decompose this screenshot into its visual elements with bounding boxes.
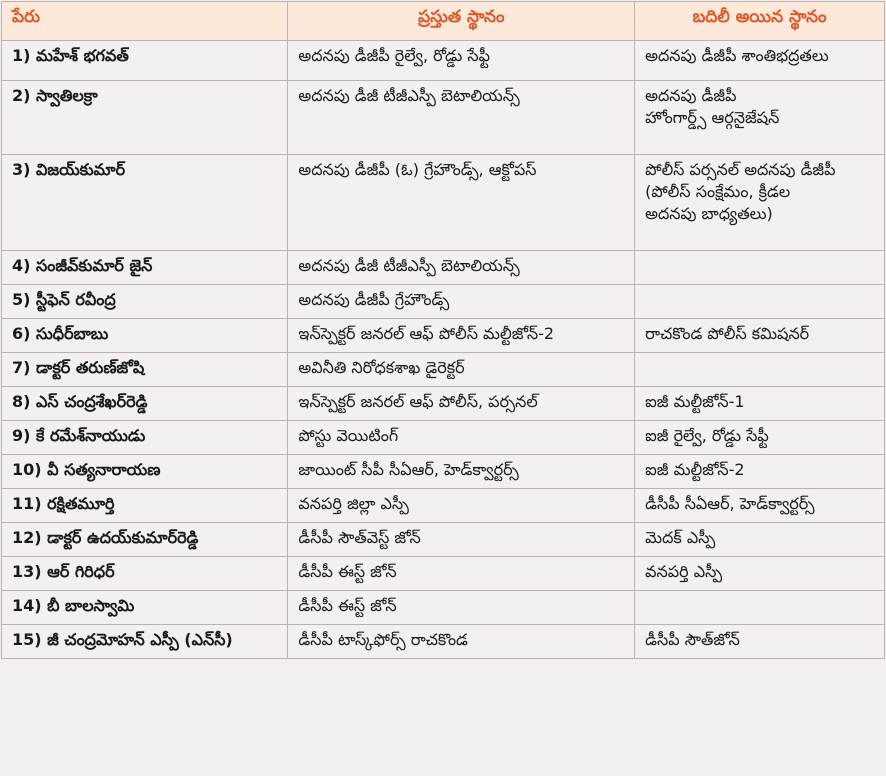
cell-name: 8) ఎస్‌ చంద్రశేఖర్‌రెడ్డి	[2, 387, 288, 421]
table-row	[2, 285, 885, 319]
cell-transferred-post: మెదక్‌ ఎస్పీ	[635, 523, 885, 557]
table-row	[2, 523, 885, 557]
cell-transferred-post	[635, 285, 885, 319]
cell-current-post: అదనపు డీజీపీ రైల్వే, రోడ్డు సేఫ్టీ	[288, 41, 635, 81]
cell-current-post: డీసీపీ టాస్క్‌ఫోర్స్‌ రాచకొండ	[288, 625, 635, 659]
cell-name: 7) డాక్టర్‌ తరుణ్‌జోషి	[2, 353, 288, 387]
table-row	[2, 81, 885, 155]
cell-current-post: వనపర్తి జిల్లా ఎస్పీ	[288, 489, 635, 523]
cell-transferred-post: డీసీపీ సౌత్‌జోన్‌	[635, 625, 885, 659]
cell-current-post: డీసీపీ ఈస్ట్‌ జోన్‌	[288, 591, 635, 625]
cell-current-post: అదనపు డీజీ టీజీఎస్పీ బెటాలియన్స్‌	[288, 81, 635, 155]
cell-name: 12) డాక్టర్‌ ఉదయ్‌కుమార్‌రెడ్డి	[2, 523, 288, 557]
cell-name: 9) కే రమేశ్‌నాయుడు	[2, 421, 288, 455]
cell-name: 11) రక్షితమూర్తి	[2, 489, 288, 523]
cell-transferred-post: ఐజీ మల్టీజోన్‌-1	[635, 387, 885, 421]
table-row	[2, 625, 885, 659]
cell-current-post: ఇన్‌స్పెక్టర్‌ జనరల్‌ ఆఫ్‌ పోలీస్‌, పర్సనల్‌	[288, 387, 635, 421]
table-row	[2, 489, 885, 523]
table-row	[2, 353, 885, 387]
table-row	[2, 319, 885, 353]
table-row	[2, 421, 885, 455]
cell-transferred-post	[635, 353, 885, 387]
cell-transferred-post: అదనపు డీజీపీ శాంతిభద్రతలు	[635, 41, 885, 81]
cell-current-post: అదనపు డీజీ టీజీఎస్పీ బెటాలియన్స్‌	[288, 251, 635, 285]
table-row	[2, 591, 885, 625]
cell-transferred-post	[635, 251, 885, 285]
cell-transferred-post: ఐజీ రైల్వే, రోడ్డు సేఫ్టీ	[635, 421, 885, 455]
cell-name: 13) ఆర్‌ గిరిధర్‌	[2, 557, 288, 591]
cell-name: 2) స్వాతిలక్రా	[2, 81, 288, 155]
cell-current-post: అదనపు డీజీపీ గ్రేహౌండ్స్‌	[288, 285, 635, 319]
cell-name: 1) మహేశ్‌ భగవత్‌	[2, 41, 288, 81]
cell-current-post: అవినీతి నిరోధకశాఖ డైరెక్టర్‌	[288, 353, 635, 387]
cell-current-post: పోస్టు వెయిటింగ్‌	[288, 421, 635, 455]
cell-transferred-post: పోలీస్‌ పర్సనల్‌ అదనపు డీజీపీ (పోలీస్‌ సంక్షేమం, క్రీడల అదనపు బాధ్యతలు)	[635, 155, 885, 251]
cell-transferred-post: ఐజీ మల్టీజోన్‌-2	[635, 455, 885, 489]
cell-current-post: అదనపు డీజీపీ (ఓ) గ్రేహౌండ్స్‌, ఆక్టోపస్‌	[288, 155, 635, 251]
header-row	[2, 2, 885, 41]
table-row	[2, 455, 885, 489]
table-row	[2, 557, 885, 591]
transfer-table	[1, 1, 885, 659]
cell-transferred-post	[635, 591, 885, 625]
cell-name: 6) సుధీర్‌బాబు	[2, 319, 288, 353]
cell-name: 3) విజయ్‌కుమార్‌	[2, 155, 288, 251]
cell-transferred-post: వనపర్తి ఎస్పీ	[635, 557, 885, 591]
cell-name: 15) జీ చంద్రమోహన్‌ ఎస్పీ (ఎన్‌సీ)	[2, 625, 288, 659]
cell-name: 5) స్టీఫెన్‌ రవీంద్ర	[2, 285, 288, 319]
cell-transferred-post: రాచకొండ పోలీస్‌ కమిషనర్‌	[635, 319, 885, 353]
header-name: పేరు	[2, 2, 288, 41]
table-row	[2, 41, 885, 81]
cell-transferred-post: డీసీపీ సీఏఆర్‌, హెడ్‌క్వార్టర్స్‌	[635, 489, 885, 523]
cell-transferred-post: అదనపు డీజీపీ హోంగార్డ్స్‌ ఆర్గనైజేషన్‌	[635, 81, 885, 155]
cell-name: 4) సంజీవ్‌కుమార్‌ జైన్‌	[2, 251, 288, 285]
table-row	[2, 387, 885, 421]
header-transferred-post: బదిలీ అయిన స్థానం	[635, 2, 885, 41]
table-row	[2, 155, 885, 251]
cell-current-post: డీసీపీ ఈస్ట్‌ జోన్‌	[288, 557, 635, 591]
header-current-post: ప్రస్తుత స్థానం	[288, 2, 635, 41]
cell-name: 10) వీ సత్యనారాయణ	[2, 455, 288, 489]
table-row	[2, 251, 885, 285]
cell-current-post: ఇన్‌స్పెక్టర్‌ జనరల్‌ ఆఫ్‌ పోలీస్‌ మల్టీజోన్‌-2	[288, 319, 635, 353]
cell-current-post: జాయింట్‌ సీపీ సీఏఆర్‌, హెడ్‌క్వార్టర్స్‌	[288, 455, 635, 489]
cell-current-post: డీసీపీ సౌత్‌వెస్ట్‌ జోన్‌	[288, 523, 635, 557]
cell-name: 14) బీ బాలస్వామి	[2, 591, 288, 625]
